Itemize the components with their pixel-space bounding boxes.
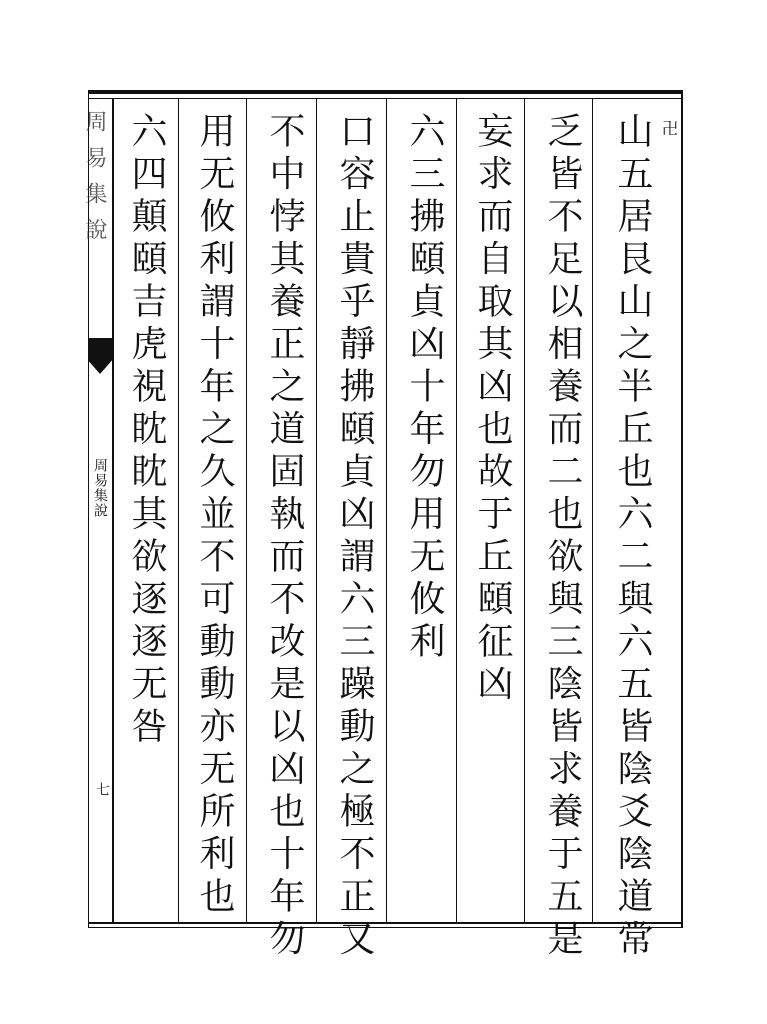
column-rule — [178, 98, 179, 924]
column-rule — [524, 98, 525, 924]
text-column-6: 不中悖其養正之道固執而不改是以凶也十年勿 — [264, 112, 305, 962]
column-rule — [386, 98, 387, 924]
column-rule — [592, 98, 593, 924]
spine-folio-number: 七 — [94, 782, 110, 796]
text-column-8: 六四顛頤吉虎視眈眈其欲逐逐无咎 — [126, 112, 167, 750]
column-rule — [246, 98, 247, 924]
text-column-2: 乏皆不足以相養而二也欲與三陰皆求養于五是 — [542, 112, 583, 962]
text-column-4: 六三拂頤貞凶十年勿用无攸利 — [404, 112, 445, 665]
text-column-5: 口容止貴乎靜拂頤貞凶謂六三躁動之極不正又 — [334, 112, 375, 962]
spine-title: 周易集說 — [82, 110, 107, 254]
bottom-inner-border — [88, 927, 683, 928]
column-rule — [316, 98, 317, 924]
text-column-7: 用无攸利謂十年之久並不可動動亦无所利也 — [194, 112, 235, 920]
spine-book-title: 周易集說 — [92, 458, 108, 518]
right-border — [681, 90, 683, 928]
column-rule — [456, 98, 457, 924]
top-border — [88, 90, 683, 94]
text-column-3: 妄求而自取其凶也故于丘頤征凶 — [472, 112, 513, 707]
margin-mark: 卍 — [662, 119, 679, 138]
text-column-1: 山五居艮山之半丘也六二與六五皆陰爻陰道常 — [612, 112, 653, 962]
